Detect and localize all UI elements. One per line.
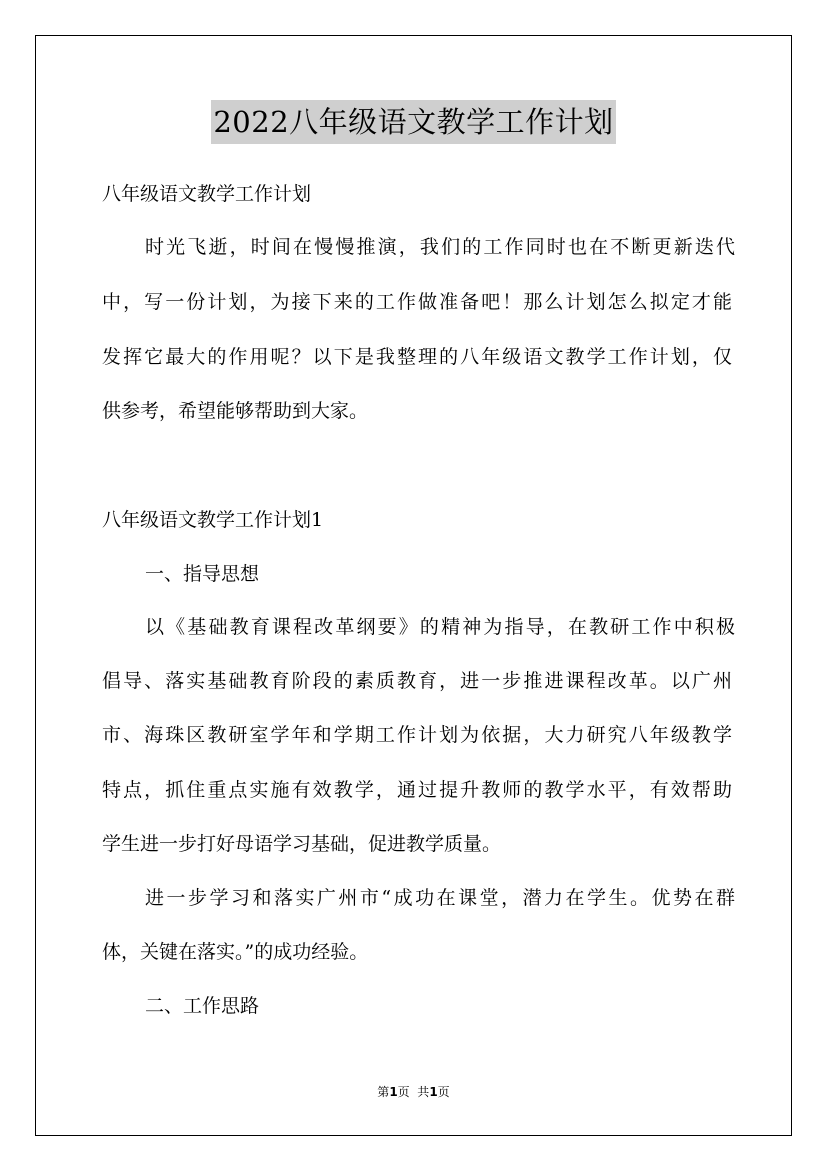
footer-page-current: 1 [389,1085,398,1099]
para-1-line-1: 以《基础教育课程改革纲要》的精神为指导，在教研工作中积极 [145,616,735,638]
para-1-line-3: 市、海珠区教研室学年和学期工作计划为依据，大力研究八年级教学 [102,724,732,746]
footer-page-prefix: 第 [377,1085,390,1099]
para-1-line-2: 倡导、落实基础教育阶段的素质教育，进一步推进课程改革。以广州 [102,670,732,692]
para-2-line-2: 体，关键在落实。”的成功经验。 [102,941,369,963]
page-footer [0,1083,827,1101]
footer-page-suffix: 页 [437,1085,450,1099]
para-1-line-5: 学生进一步打好母语学习基础，促进教学质量。 [102,833,502,855]
para-1-line-4: 特点，抓住重点实施有效教学，通过提升教师的教学水平，有效帮助 [102,779,732,801]
heading-work-approach: 二、工作思路 [145,995,260,1017]
document-title [0,100,827,144]
footer-page-total: 1 [429,1085,438,1099]
intro-line-4: 供参考，希望能够帮助到大家。 [102,400,369,422]
heading-guiding-ideology: 一、指导思想 [145,563,260,585]
intro-line-1: 时光飞逝，时间在慢慢推演，我们的工作同时也在不断更新迭代 [145,236,735,258]
intro-line-3: 发挥它最大的作用呢？以下是我整理的八年级语文教学工作计划，仅 [102,346,732,368]
para-2-line-1: 进一步学习和落实广州市“成功在课堂，潜力在学生。优势在群 [145,887,735,909]
intro-line-2: 中，写一份计划，为接下来的工作做准备吧！那么计划怎么拟定才能 [102,291,732,313]
section-title: 八年级语文教学工作计划1 [102,509,324,531]
footer-page-mid: 页 共 [397,1085,430,1099]
document-title-text: 2022八年级语文教学工作计划 [211,100,615,144]
document-subtitle: 八年级语文教学工作计划 [102,183,312,205]
